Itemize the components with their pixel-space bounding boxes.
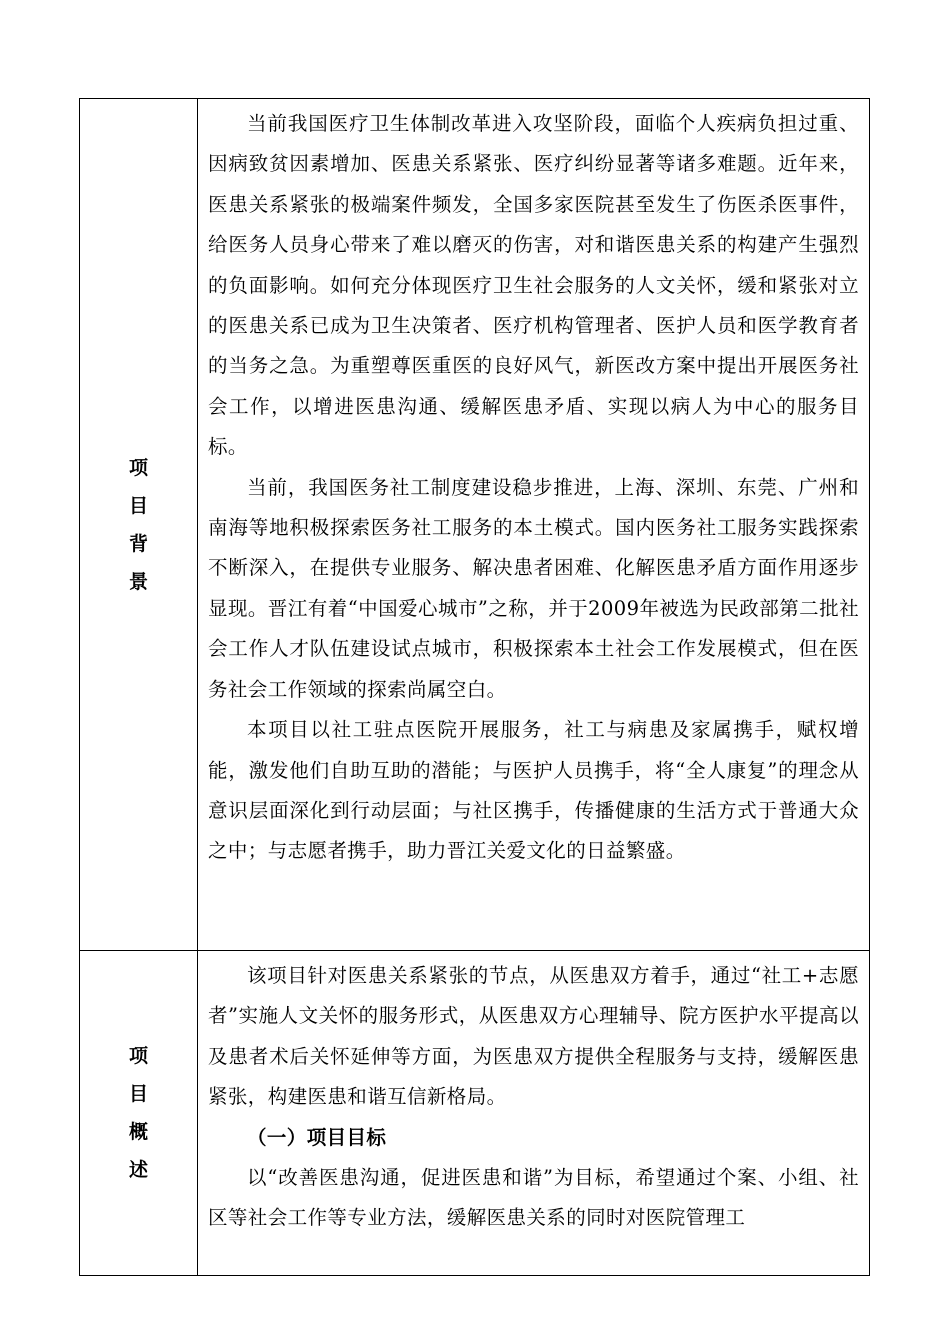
label-char: 概 <box>128 1121 148 1143</box>
section-row-background <box>80 99 870 951</box>
label-char: 目 <box>128 1083 148 1105</box>
label-char: 项 <box>128 456 148 479</box>
subheading-project-goals: （一）项目目标 <box>247 1125 387 1149</box>
section-content-background <box>198 99 870 951</box>
label-char: 述 <box>128 1159 148 1181</box>
paragraph: 以“改善医患沟通，促进医患和谐”为目标，希望通过个案、小组、社区等社会工作等专业方法，缓解医患关系的同时对医院管理工 <box>208 1166 859 1230</box>
paragraph: 当前我国医疗卫生体制改革进入攻坚阶段，面临个人疾病负担过重、因病致贫因素增加、医患关系紧张、医疗纠纷显著等诸多难题。近年来，医患关系紧张的极端案件频发，全国多家医院甚至发生了伤医杀医事件，给医务人员身心带来了难以磨灭的伤害，对和谐医患关系的构建产生强烈的负面影响。如何充分体现医疗卫生社会服务的人文关怀，缓和紧张对立的医患关系已成为卫生决策者、医疗机构管理者、医护人员和医学教育者的当务之急。为重塑尊医重医的良好风气，新医改方案中提出开展医务社会工作，以增进医患沟通、缓解医患矛盾、实现以病人为中心的服务目标。 <box>208 112 859 459</box>
section-row-overview <box>80 951 870 1276</box>
paragraph: 当前，我国医务社工制度建设稳步推进，上海、深圳、东莞、广州和南海等地积极探索医务社工服务的本土模式。国内医务社工服务实践探索不断深入，在提供专业服务、解决患者困难、化解医患矛盾方面作用逐步显现。晋江有着“中国爱心城市”之称，并于2009年被选为民政部第二批社会工作人才队伍建设试点城市，积极探索本土社会工作发展模式，但在医务社会工作领域的探索尚属空白。 <box>208 475 859 701</box>
label-char: 背 <box>128 532 148 555</box>
paragraph: 本项目以社工驻点医院开展服务，社工与病患及家属携手，赋权增能，激发他们自助互助的潜能；与医护人员携手，将“全人康复”的理念从意识层面深化到行动层面；与社区携手，传播健康的生活方式于普通大众之中；与志愿者携手，助力晋江关爱文化的日益繁盛。 <box>208 718 859 863</box>
label-char: 目 <box>128 494 148 517</box>
label-char: 景 <box>128 570 148 593</box>
paragraph: 该项目针对医患关系紧张的节点，从医患双方着手，通过“社工+志愿者”实施人文关怀的服务形式，从医患双方心理辅导、院方医护水平提高以及患者术后关怀延伸等方面，为医患双方提供全程服务与支持，缓解医患紧张，构建医患和谐互信新格局。 <box>208 964 859 1109</box>
section-label-overview <box>80 951 198 1276</box>
label-char: 项 <box>128 1045 148 1067</box>
section-label-background <box>80 99 198 951</box>
document-table <box>79 98 870 1276</box>
section-content-overview <box>198 951 870 1276</box>
